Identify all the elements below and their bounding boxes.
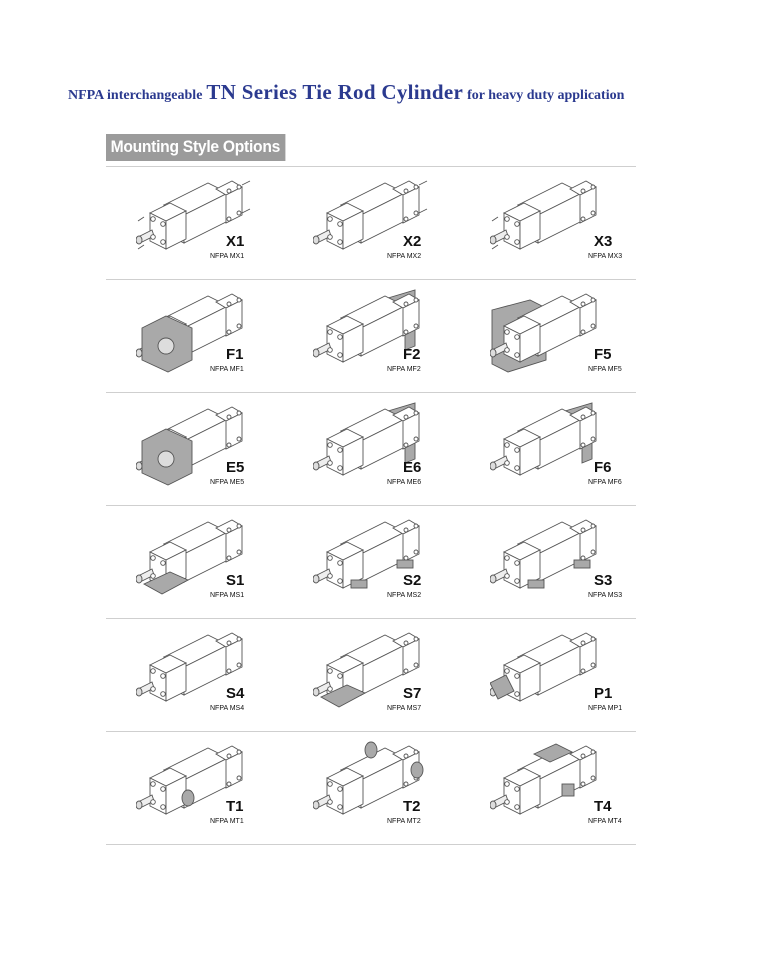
mounting-option-s4 [106, 619, 282, 731]
mounting-code: P1 [594, 685, 613, 702]
mounting-code: X3 [594, 233, 613, 250]
mounting-option-f2 [283, 280, 459, 392]
mounting-option-f5 [460, 280, 636, 392]
nfpa-designation: NFPA ME5 [210, 479, 245, 486]
mounting-option-t1 [106, 732, 282, 844]
nfpa-designation: NFPA MT2 [387, 818, 421, 825]
mounting-option-e5 [106, 393, 282, 505]
mounting-code: T2 [403, 798, 421, 815]
mounting-style-panel [106, 134, 636, 845]
mounting-code: S2 [403, 572, 422, 589]
nfpa-designation: NFPA MX3 [588, 253, 623, 260]
nfpa-designation: NFPA MF1 [210, 366, 244, 373]
mounting-row [106, 167, 636, 280]
mounting-option-f1 [106, 280, 282, 392]
mounting-code: T1 [226, 798, 244, 815]
nfpa-designation: NFPA MX1 [210, 253, 245, 260]
mounting-option-x2 [283, 167, 459, 279]
mounting-code: X1 [226, 233, 245, 250]
mounting-code: S1 [226, 572, 245, 589]
mounting-option-f6 [460, 393, 636, 505]
mounting-style-banner: Mounting Style Options [106, 134, 286, 161]
mounting-code: E5 [226, 459, 245, 476]
mounting-code: S7 [403, 685, 422, 702]
nfpa-designation: NFPA MS4 [210, 705, 245, 712]
mounting-row [106, 619, 636, 732]
mounting-option-s7 [283, 619, 459, 731]
nfpa-designation: NFPA MF2 [387, 366, 421, 373]
nfpa-designation: NFPA ME6 [387, 479, 422, 486]
mounting-code: E6 [403, 459, 422, 476]
mounting-code: F6 [594, 459, 612, 476]
mounting-option-s3 [460, 506, 636, 618]
nfpa-designation: NFPA MP1 [588, 705, 623, 712]
mounting-option-x1 [106, 167, 282, 279]
mounting-option-s1 [106, 506, 282, 618]
mounting-row [106, 732, 636, 845]
nfpa-designation: NFPA MS1 [210, 592, 245, 599]
mounting-style-grid [106, 166, 636, 845]
nfpa-designation: NFPA MT1 [210, 818, 244, 825]
nfpa-designation: NFPA MX2 [387, 253, 422, 260]
mounting-row [106, 280, 636, 393]
mounting-option-t4 [460, 732, 636, 844]
nfpa-designation: NFPA MT4 [588, 818, 622, 825]
nfpa-designation: NFPA MS7 [387, 705, 422, 712]
nfpa-designation: NFPA MF6 [588, 479, 622, 486]
mounting-code: X2 [403, 233, 422, 250]
mounting-option-t2 [283, 732, 459, 844]
mounting-code: T4 [594, 798, 612, 815]
mounting-code: S3 [594, 572, 613, 589]
mounting-code: F1 [226, 346, 244, 363]
mounting-row [106, 506, 636, 619]
mounting-row [106, 393, 636, 506]
page-heading [68, 80, 624, 105]
nfpa-designation: NFPA MF5 [588, 366, 622, 373]
mounting-code: F2 [403, 346, 421, 363]
heading-prefix: NFPA interchangeable [68, 88, 203, 103]
heading-title: TN Series Tie Rod Cylinder [206, 80, 464, 104]
nfpa-designation: NFPA MS3 [588, 592, 623, 599]
heading-suffix: for heavy duty application [467, 88, 625, 103]
mounting-option-p1 [460, 619, 636, 731]
nfpa-designation: NFPA MS2 [387, 592, 422, 599]
mounting-option-e6 [283, 393, 459, 505]
mounting-code: F5 [594, 346, 612, 363]
mounting-option-x3 [460, 167, 636, 279]
mounting-code: S4 [226, 685, 245, 702]
mounting-option-s2 [283, 506, 459, 618]
